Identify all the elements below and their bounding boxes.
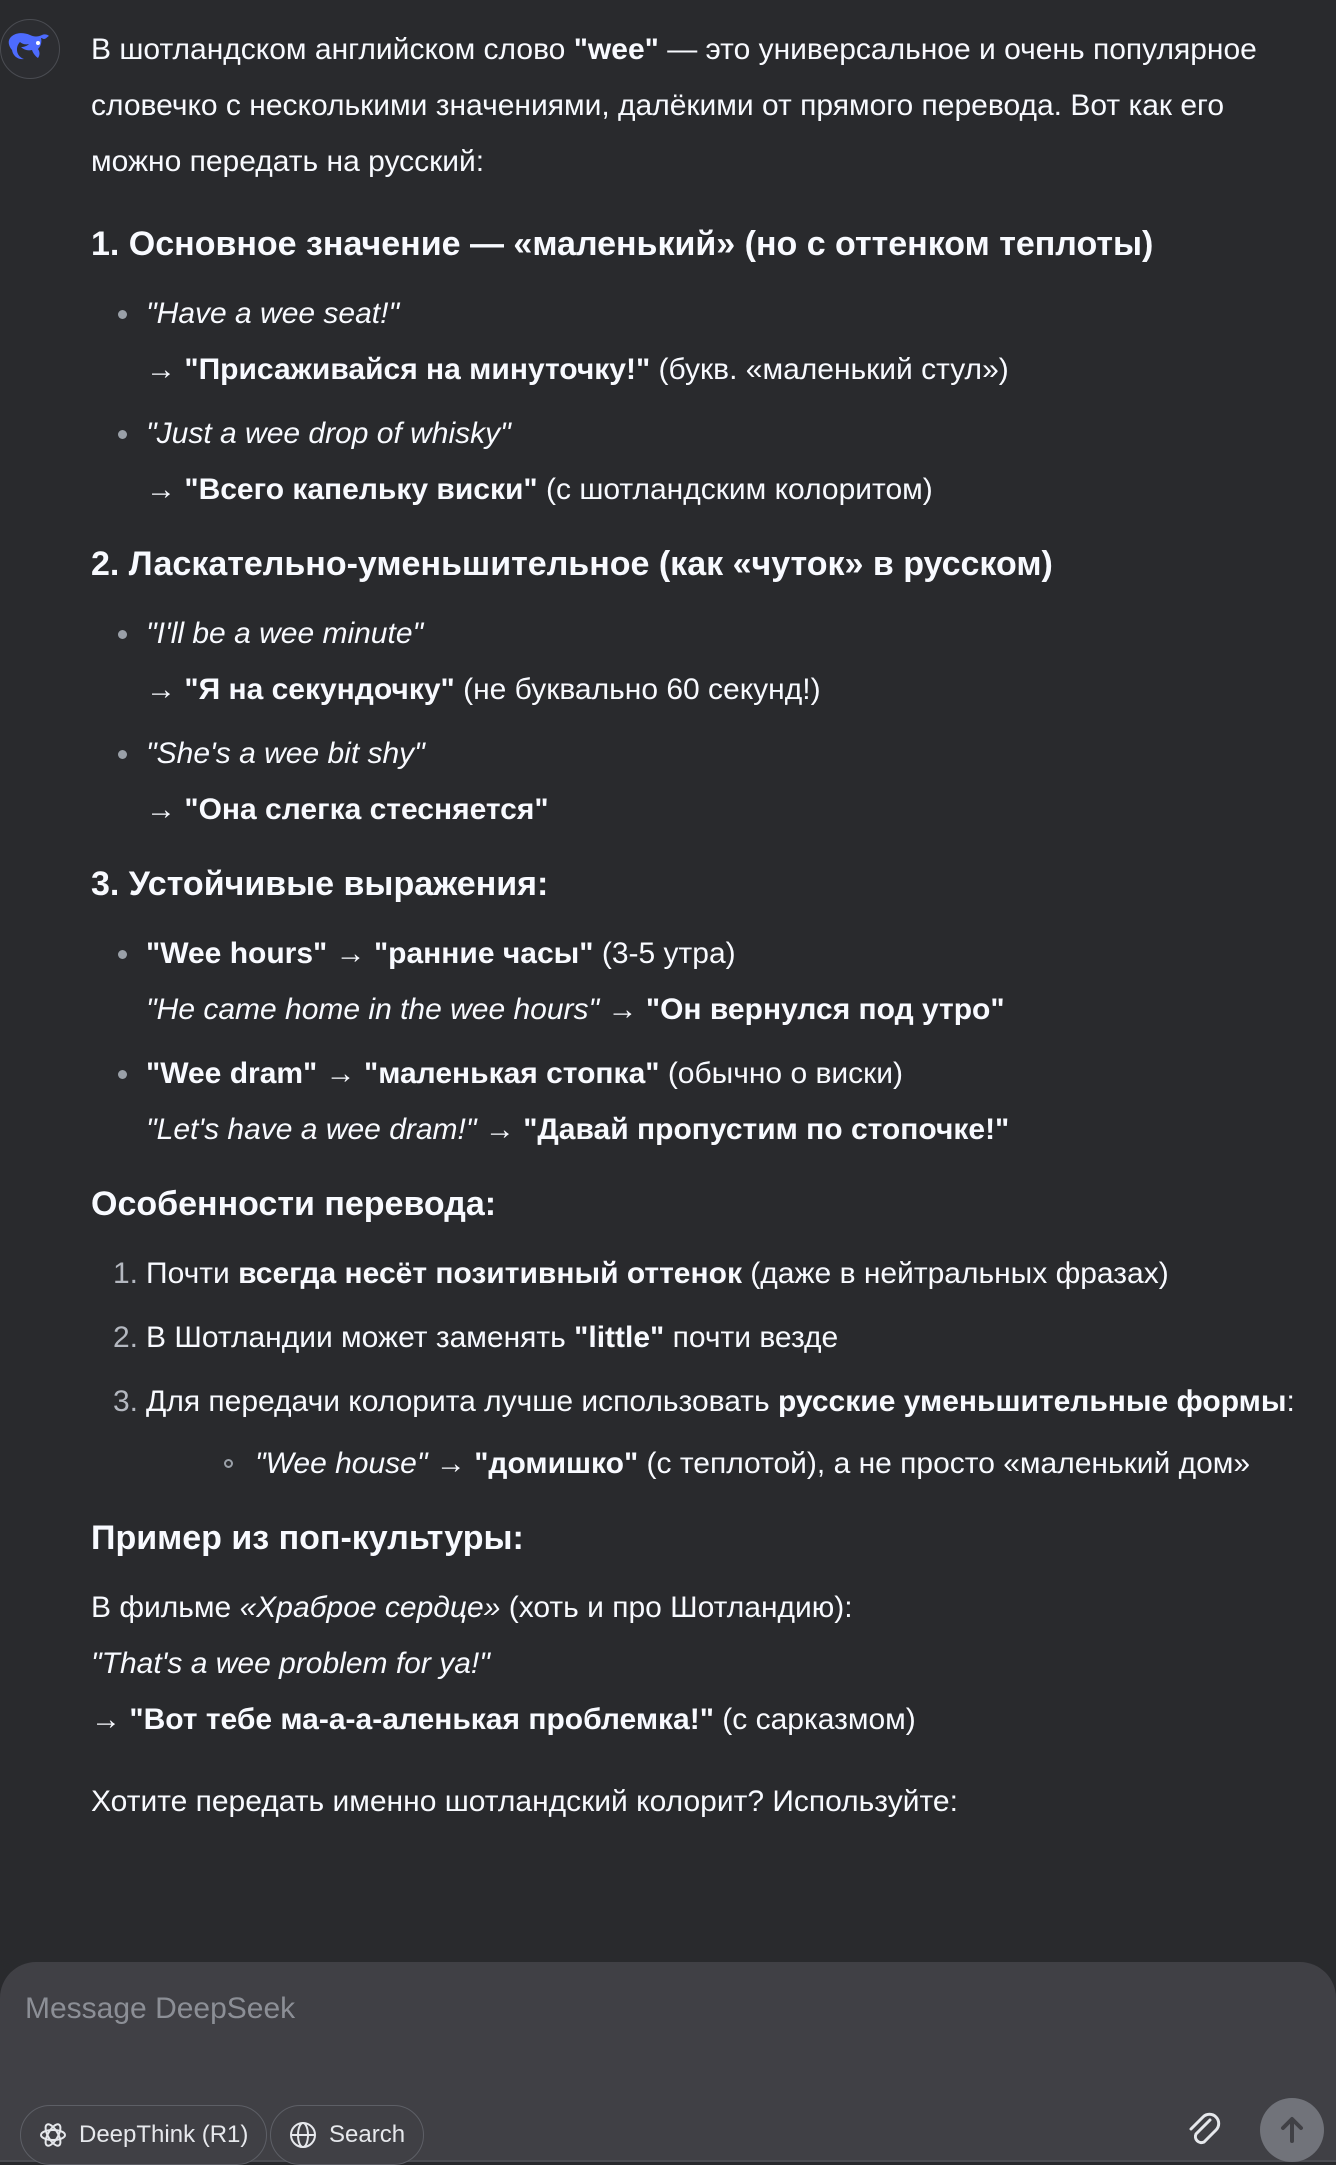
- search-button[interactable]: Search: [270, 2105, 424, 2165]
- section-heading-pop-culture: Пример из поп-культуры:: [91, 1519, 524, 1557]
- assistant-avatar: [0, 19, 60, 79]
- pop-culture-paragraph: В фильме «Храброе сердце» (хоть и про Шотландию): "That's a wee problem for ya!" → "Вот тебе ма-а-а-аленькая проблемка!" (с сарказмом): [91, 1591, 916, 1736]
- message-composer: [0, 1962, 1336, 2162]
- list-item: "Have a wee seat!" → "Присаживайся на минуточку!" (букв. «маленький стул»): [91, 286, 1336, 398]
- list-item: "She's a wee bit shy" → "Она слегка стесняется": [91, 726, 1336, 838]
- section-heading-translation-notes: Особенности перевода:: [91, 1185, 497, 1223]
- section-heading-basic-meaning: 1. Основное значение — «маленький» (но с оттенком теплоты): [91, 225, 1154, 263]
- sub-list: [146, 1436, 1336, 1492]
- attach-button[interactable]: [1184, 2110, 1224, 2159]
- send-arrow-icon: [1277, 2115, 1307, 2145]
- deepseek-whale-icon: [8, 31, 52, 67]
- outro-paragraph: Хотите передать именно шотландский колорит? Используйте:: [91, 1785, 958, 1818]
- list-item: "Wee hours" → "ранние часы" (3-5 утра) "He came home in the wee hours" → "Он вернулся под утро": [91, 926, 1336, 1038]
- translation-notes-list: [91, 1246, 1336, 1492]
- list-item: 3. Для передачи колорита лучше использовать русские уменьшительные формы: "Wee house" → "домишко" (с теплотой), а не просто «маленький дом»: [91, 1374, 1336, 1492]
- assistant-message: [91, 22, 1336, 1830]
- globe-icon: [289, 2121, 317, 2149]
- idioms-list: [91, 926, 1336, 1158]
- sub-list-item: "Wee house" → "домишко" (с теплотой), а не просто «маленький дом»: [146, 1436, 1336, 1492]
- message-input[interactable]: Message DeepSeek: [25, 1992, 296, 2025]
- list-item: 2. В Шотландии может заменять "little" почти везде: [113, 1321, 839, 1354]
- paperclip-icon: [1184, 2110, 1224, 2154]
- list-item: "Wee dram" → "маленькая стопка" (обычно о виски) "Let's have a wee dram!" → "Давай пропустим по стопочке!": [91, 1046, 1336, 1158]
- basic-meaning-list: [91, 286, 1336, 518]
- list-item: "I'll be a wee minute" → "Я на секундочку" (не буквально 60 секунд!): [91, 606, 1336, 718]
- intro-paragraph: В шотландском английском слово "wee" — это универсальное и очень популярное словечко с несколькими значениями, далёкими от прямого перевода. Вот как его можно передать на русский:: [91, 33, 1257, 178]
- deepthink-icon: [39, 2121, 67, 2149]
- section-heading-idioms: 3. Устойчивые выражения:: [91, 865, 549, 903]
- send-button[interactable]: [1260, 2098, 1324, 2162]
- diminutive-list: [91, 606, 1336, 838]
- list-item: "Just a wee drop of whisky" → "Всего капельку виски" (с шотландским колоритом): [91, 406, 1336, 518]
- list-item: 1. Почти всегда несёт позитивный оттенок (даже в нейтральных фразах): [113, 1257, 1169, 1290]
- deepthink-button[interactable]: DeepThink (R1): [20, 2105, 267, 2165]
- section-heading-diminutive: 2. Ласкательно-уменьшительное (как «чуток» в русском): [91, 545, 1053, 583]
